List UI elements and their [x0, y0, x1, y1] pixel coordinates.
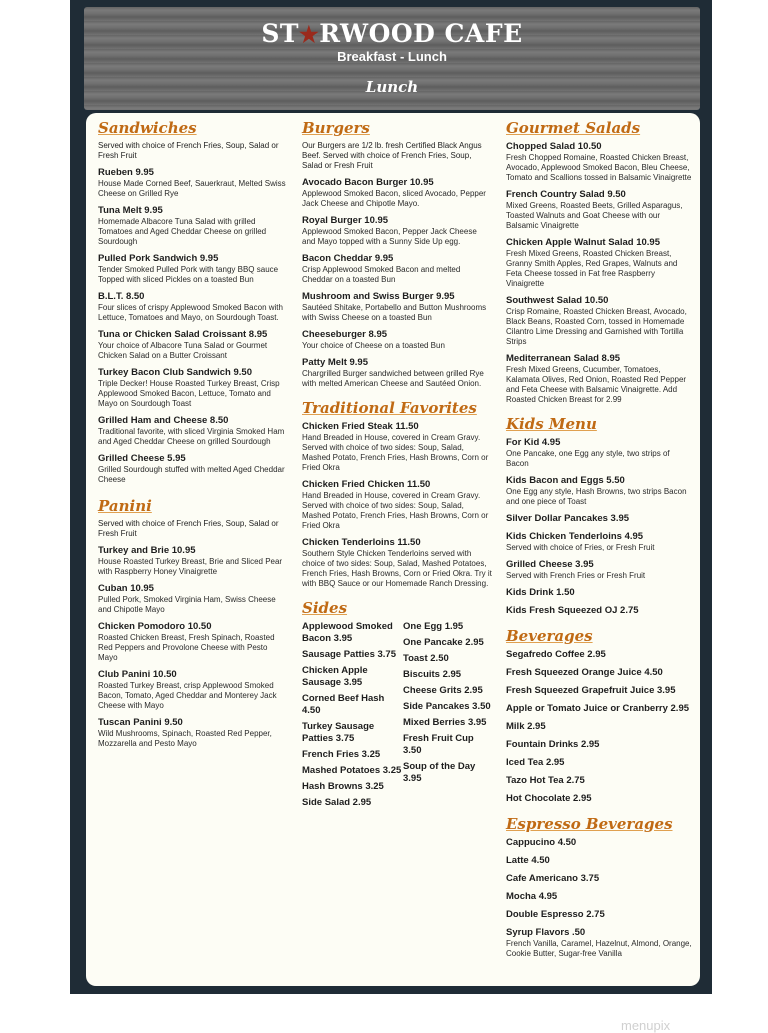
item-description: Served with choice of Fries, or Fresh Fruit: [506, 543, 655, 552]
item-description: House Roasted Turkey Breast, Brie and Sliced Pear with Raspberry Honey Vinaigrette: [98, 557, 283, 576]
menu-item: [506, 587, 692, 599]
menu-item: [302, 215, 492, 247]
item-name: B.L.T. 8.50: [98, 291, 145, 302]
item-name: Fresh Squeezed Orange Juice 4.50: [506, 667, 663, 678]
item-name: Turkey Bacon Club Sandwich 9.50: [98, 367, 252, 378]
item-description: Fresh Chopped Romaine, Roasted Chicken Breast, Avocado, Applewood Smoked Bacon, Bleu Cheese, Tomato and Scallions tossed in Balsamic Vinaigrette: [506, 153, 692, 182]
menu-item: [98, 291, 288, 323]
menu-item: [302, 421, 492, 473]
section-title: Sides: [302, 599, 348, 617]
item-name: Cafe Americano 3.75: [506, 873, 600, 884]
item-name: Southwest Salad 10.50: [506, 295, 609, 306]
star-icon: ★: [299, 22, 320, 48]
item-name: Mediterranean Salad 8.95: [506, 353, 621, 364]
meal-title: Lunch: [365, 78, 419, 96]
menu-item: [506, 437, 692, 469]
menu-item: [302, 765, 403, 777]
item-name: Mocha 4.95: [506, 891, 558, 902]
menu-item: [506, 531, 692, 553]
item-name: Kids Fresh Squeezed OJ 2.75: [506, 605, 639, 616]
item-name: Tuna or Chicken Salad Croissant 8.95: [98, 329, 268, 340]
item-description: Your choice of Albacore Tuna Salad or Gourmet Chicken Salad on a Butter Croissant: [98, 341, 268, 360]
menu-item: [403, 761, 492, 785]
menu-item: [506, 237, 692, 289]
item-name: Rueben 9.95: [98, 167, 154, 178]
item-name: Silver Dollar Pancakes 3.95: [506, 513, 630, 524]
menu-item: [506, 475, 692, 507]
section-title: Beverages: [506, 627, 593, 645]
item-description: Your choice of Cheese on a toasted Bun: [302, 341, 445, 350]
sides-grid: [302, 621, 492, 813]
item-description: Pulled Pork, Smoked Virginia Ham, Swiss Cheese and Chipotle Mayo: [98, 595, 276, 614]
item-name: Chicken Tenderloins 11.50: [302, 537, 421, 548]
item-name: Iced Tea 2.95: [506, 757, 565, 768]
section-sides: [302, 599, 492, 813]
item-name: Milk 2.95: [506, 721, 546, 732]
item-name: Applewood Smoked Bacon 3.95: [302, 621, 393, 644]
item-description: Hand Breaded in House, covered in Cream Gravy. Served with choice of two sides: Soup, Salad, Mashed Potato, French Fries, Hash Browns, Corn or Fried Okra: [302, 433, 489, 472]
menu-item: [403, 621, 492, 633]
restaurant-name: ST★RWOOD CAFE: [261, 19, 523, 48]
item-description: One Pancake, one Egg any style, two strips of Bacon: [506, 449, 670, 468]
section-intro: Served with choice of French Fries, Soup, Salad or Fresh Fruit: [98, 141, 279, 160]
item-name: Biscuits 2.95: [403, 669, 462, 680]
item-description: Hand Breaded in House, covered in Cream Gravy. Served with choice of two sides: Soup, Salad, Mashed Potato, French Fries, Hash Browns, Corn or Fried Okra: [302, 491, 489, 530]
menu-item: [98, 367, 288, 409]
menu-item: [302, 797, 403, 809]
section-traditional-favorites: [302, 399, 492, 589]
item-name: Corned Beef Hash 4.50: [302, 693, 385, 716]
item-description: Crisp Romaine, Roasted Chicken Breast, Avocado, Black Beans, Roasted Corn, tossed in Homemade Cilantro Lime Dressing and Garnished with Tortilla Strips: [506, 307, 687, 346]
item-name: Avocado Bacon Burger 10.95: [302, 177, 434, 188]
menu-item: [506, 757, 692, 769]
menu-item: [403, 653, 492, 665]
section-title: Burgers: [302, 119, 370, 137]
menu-item: [506, 189, 692, 231]
menu-item: [98, 669, 288, 711]
item-name: Cheese Grits 2.95: [403, 685, 483, 696]
restaurant-tagline: Breakfast - Lunch: [337, 49, 447, 64]
item-name: Grilled Cheese 5.95: [98, 453, 186, 464]
section-kids-menu: [506, 415, 692, 617]
item-name: Royal Burger 10.95: [302, 215, 389, 226]
item-name: Side Salad 2.95: [302, 797, 372, 808]
item-name: Grilled Ham and Cheese 8.50: [98, 415, 229, 426]
item-name: One Pancake 2.95: [403, 637, 484, 648]
menu-item: [302, 721, 403, 745]
item-name: Toast 2.50: [403, 653, 449, 664]
section-panini: [98, 497, 288, 749]
item-name: Pulled Pork Sandwich 9.95: [98, 253, 219, 264]
menu-header: [84, 7, 700, 110]
menu-item: [506, 141, 692, 183]
menu-item: [302, 749, 403, 761]
item-description: Traditional favorite, with sliced Virginia Smoked Ham and Aged Cheddar Cheese on grilled Sourdough: [98, 427, 285, 446]
menu-item: [506, 837, 692, 849]
menu-column-left: [98, 119, 288, 755]
item-description: Applewood Smoked Bacon, sliced Avocado, Pepper Jack Cheese and Chipotle Mayo.: [302, 189, 486, 208]
section-title: Traditional Favorites: [302, 399, 477, 417]
section-beverages: [506, 627, 692, 805]
menu-item: [506, 559, 692, 581]
menu-item: [403, 637, 492, 649]
menu-item: [302, 693, 403, 717]
item-description: Wild Mushrooms, Spinach, Roasted Red Pepper, Mozzarella and Pesto Mayo: [98, 729, 272, 748]
item-name: Tazo Hot Tea 2.75: [506, 775, 585, 786]
item-description: French Vanilla, Caramel, Hazelnut, Almond, Orange, Cookie Butter, Sugar-free Vanilla: [506, 939, 692, 958]
item-name: Latte 4.50: [506, 855, 550, 866]
item-name: Apple or Tomato Juice or Cranberry 2.95: [506, 703, 690, 714]
item-name: Mashed Potatoes 3.25: [302, 765, 402, 776]
watermark: menupix: [621, 1018, 671, 1033]
menu-item: [506, 605, 692, 617]
menu-item: [403, 685, 492, 697]
item-name: Hot Chocolate 2.95: [506, 793, 592, 804]
item-description: Tender Smoked Pulled Pork with tangy BBQ sauce Topped with sliced Pickles on a toasted Bun: [98, 265, 279, 284]
section-intro: Served with choice of French Fries, Soup, Salad or Fresh Fruit: [98, 519, 279, 538]
section-gourmet-salads: [506, 119, 692, 405]
menu-column-right: [506, 119, 692, 965]
menu-item: [506, 513, 692, 525]
item-description: Triple Decker! House Roasted Turkey Breast, Crisp Applewood Smoked Bacon, Lettuce, Tomato and Mayo on Sourdough Toast: [98, 379, 280, 408]
menu-page: [70, 0, 712, 1033]
menu-item: [506, 703, 692, 715]
section-sandwiches: [98, 119, 288, 485]
menu-item: [403, 669, 492, 681]
menu-item: [302, 537, 492, 589]
menu-item: [302, 781, 403, 793]
menu-item: [302, 291, 492, 323]
menu-item: [506, 927, 692, 959]
item-description: Applewood Smoked Bacon, Pepper Jack Cheese and Mayo topped with a Sunny Side Up egg.: [302, 227, 477, 246]
menu-item: [98, 717, 288, 749]
menu-item: [506, 909, 692, 921]
menu-item: [302, 621, 403, 645]
menu-item: [98, 329, 288, 361]
item-description: Served with French Fries or Fresh Fruit: [506, 571, 646, 580]
menu-item: [302, 357, 492, 389]
item-name: Hash Browns 3.25: [302, 781, 384, 792]
menu-item: [302, 329, 492, 351]
menu-item: [403, 717, 492, 729]
item-name: Chicken Fried Chicken 11.50: [302, 479, 431, 490]
section-espresso-beverages: [506, 815, 692, 959]
item-description: One Egg any style, Hash Browns, two strips Bacon and one piece of Toast: [506, 487, 687, 506]
item-name: Chicken Fried Steak 11.50: [302, 421, 419, 432]
item-name: For Kid 4.95: [506, 437, 561, 448]
menu-item: [98, 205, 288, 247]
menu-item: [506, 873, 692, 885]
menu-item: [302, 649, 403, 661]
item-name: Chopped Salad 10.50: [506, 141, 602, 152]
item-name: Turkey and Brie 10.95: [98, 545, 196, 556]
menu-item: [506, 855, 692, 867]
item-description: House Made Corned Beef, Sauerkraut, Melted Swiss Cheese on Grilled Rye: [98, 179, 286, 198]
item-name: Cheeseburger 8.95: [302, 329, 388, 340]
section-title: Sandwiches: [98, 119, 197, 137]
menu-item: [506, 891, 692, 903]
item-name: Tuna Melt 9.95: [98, 205, 163, 216]
item-description: Southern Style Chicken Tenderloins served with choice of two sides: Soup, Salad, Mashed Potatoes, French Fries, Hash Browns, Corn or Fried Okra. Try it with BBQ Sauce or our Homemade Ranch Dressing.: [302, 549, 492, 588]
menu-item: [506, 685, 692, 697]
section-title: Panini: [98, 497, 152, 515]
section-title: Gourmet Salads: [506, 119, 641, 137]
item-description: Chargrilled Burger sandwiched between grilled Rye with melted American Cheese and Sautéed Onion.: [302, 369, 484, 388]
item-name: Fresh Squeezed Grapefruit Juice 3.95: [506, 685, 676, 696]
menu-item: [506, 667, 692, 679]
item-description: Crisp Applewood Smoked Bacon and melted Cheddar on a toasted Bun: [302, 265, 461, 284]
item-name: Fresh Fruit Cup 3.50: [403, 733, 474, 756]
menu-item: [98, 167, 288, 199]
item-name: Cuban 10.95: [98, 583, 154, 594]
item-name: Bacon Cheddar 9.95: [302, 253, 394, 264]
item-name: Soup of the Day 3.95: [403, 761, 476, 784]
menu-item: [506, 739, 692, 751]
item-name: Cappucino 4.50: [506, 837, 577, 848]
menu-item: [98, 545, 288, 577]
item-name: Turkey Sausage Patties 3.75: [302, 721, 375, 744]
item-description: Roasted Chicken Breast, Fresh Spinach, Roasted Red Peppers and Provolone Cheese with Pesto Mayo: [98, 633, 275, 662]
item-name: French Fries 3.25: [302, 749, 381, 760]
menu-item: [98, 583, 288, 615]
section-burgers: [302, 119, 492, 389]
item-name: Kids Drink 1.50: [506, 587, 575, 598]
item-name: French Country Salad 9.50: [506, 189, 626, 200]
menu-panel: [86, 113, 700, 1033]
item-name: Chicken Apple Sausage 3.95: [302, 665, 368, 688]
item-name: Segafredo Coffee 2.95: [506, 649, 606, 660]
menu-item: [98, 415, 288, 447]
item-name: Chicken Apple Walnut Salad 10.95: [506, 237, 660, 248]
section-title: Kids Menu: [506, 415, 597, 433]
section-intro: Our Burgers are 1/2 lb. fresh Certified Black Angus Beef. Served with choice of French Fries, Soup, Salad or Fresh Fruit: [302, 141, 482, 170]
item-description: Roasted Turkey Breast, crisp Applewood Smoked Bacon, Tomato, Aged Cheddar and Monterey Jack Cheese with Mayo: [98, 681, 277, 710]
menu-item: [506, 721, 692, 733]
menu-item: [403, 733, 492, 757]
menu-item: [506, 353, 692, 405]
item-description: Mixed Greens, Roasted Beets, Grilled Asparagus, Toasted Walnuts and Goat Cheese with our Balsamic Vinaigrette: [506, 201, 683, 230]
item-name: Kids Bacon and Eggs 5.50: [506, 475, 625, 486]
item-name: Patty Melt 9.95: [302, 357, 368, 368]
item-description: Homemade Albacore Tuna Salad with grilled Tomatoes and Aged Cheddar Cheese on grilled Sourdough: [98, 217, 267, 246]
item-name: Side Pancakes 3.50: [403, 701, 491, 712]
item-name: Grilled Cheese 3.95: [506, 559, 594, 570]
item-name: Double Espresso 2.75: [506, 909, 605, 920]
item-name: Mixed Berries 3.95: [403, 717, 487, 728]
menu-item: [506, 295, 692, 347]
item-name: Kids Chicken Tenderloins 4.95: [506, 531, 644, 542]
section-title: Espresso Beverages: [506, 815, 673, 833]
item-description: Sautéed Shitake, Portabello and Button Mushrooms with Swiss Cheese on a toasted Bun: [302, 303, 487, 322]
menu-column-middle: [302, 119, 492, 813]
menu-item: [302, 665, 403, 689]
menu-item: [302, 177, 492, 209]
item-name: Tuscan Panini 9.50: [98, 717, 183, 728]
menu-item: [98, 621, 288, 663]
menu-item: [506, 775, 692, 787]
menu-item: [98, 453, 288, 485]
item-description: Four slices of crispy Applewood Smoked Bacon with Lettuce, Tomatoes and Mayo, on Sourdough Toast.: [98, 303, 283, 322]
item-name: Mushroom and Swiss Burger 9.95: [302, 291, 455, 302]
menu-item: [302, 253, 492, 285]
menu-item: [98, 253, 288, 285]
menu-item: [302, 479, 492, 531]
item-name: Syrup Flavors .50: [506, 927, 586, 938]
menu-item: [506, 649, 692, 661]
item-name: One Egg 1.95: [403, 621, 464, 632]
menu-item: [403, 701, 492, 713]
item-description: Fresh Mixed Greens, Roasted Chicken Breast, Granny Smith Apples, Red Grapes, Walnuts and Feta Cheese tossed in Fat free Raspberry Vinaigrette: [506, 249, 678, 288]
item-name: Chicken Pomodoro 10.50: [98, 621, 212, 632]
menu-item: [506, 793, 692, 805]
item-description: Grilled Sourdough stuffed with melted Aged Cheddar Cheese: [98, 465, 285, 484]
item-name: Sausage Patties 3.75: [302, 649, 396, 660]
item-description: Fresh Mixed Greens, Cucumber, Tomatoes, Kalamata Olives, Red Onion, Roasted Red Pepper and Feta Cheese with Balsamic Vinaigrette. Add Roasted Chicken Breast for 2.99: [506, 365, 687, 404]
item-name: Fountain Drinks 2.95: [506, 739, 600, 750]
item-name: Club Panini 10.50: [98, 669, 177, 680]
